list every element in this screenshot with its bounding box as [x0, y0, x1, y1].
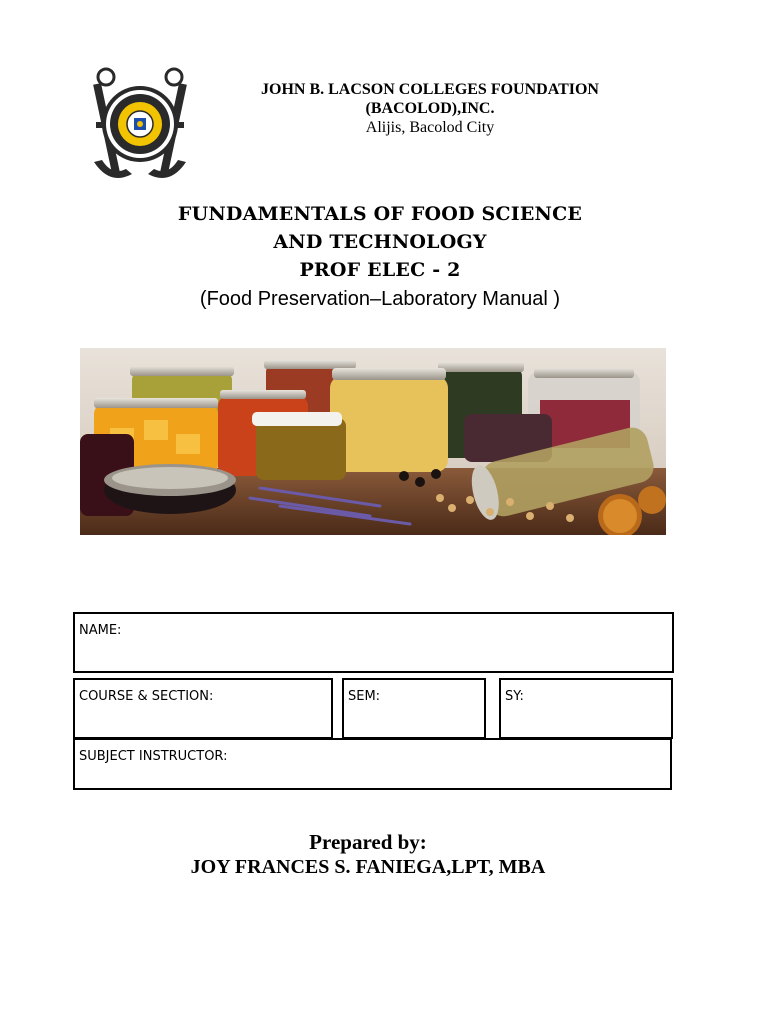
preserved-food-jars-photo: [80, 348, 666, 535]
document-title: [120, 200, 640, 312]
name-label: NAME:: [79, 623, 122, 638]
course-section-field[interactable]: [73, 678, 333, 739]
prepared-by-block: [100, 829, 636, 879]
name-field[interactable]: [73, 612, 674, 673]
school-address: Alijis, Bacolod City: [365, 119, 495, 136]
sem-field[interactable]: [342, 678, 486, 739]
subject-instructor-label: SUBJECT INSTRUCTOR:: [79, 749, 228, 764]
school-name-inc: (BACOLOD),INC.: [365, 100, 495, 117]
prepared-by-label: Prepared by:: [309, 830, 427, 854]
title-line-1: FUNDAMENTALS OF FOOD SCIENCE: [177, 203, 583, 225]
title-line-2: AND TECHNOLOGY: [273, 231, 487, 253]
sem-label: SEM:: [348, 689, 381, 704]
school-name: JOHN B. LACSON COLLEGES FOUNDATION: [261, 81, 599, 98]
sy-field[interactable]: [499, 678, 673, 739]
course-section-label: COURSE & SECTION:: [79, 689, 214, 704]
document-subtitle: (Food Preservation–Laboratory Manual ): [199, 288, 561, 310]
preparer-name: JOY FRANCES S. FANIEGA,LPT, MBA: [190, 856, 546, 878]
subject-instructor-field[interactable]: [73, 738, 672, 790]
school-header: [220, 80, 640, 137]
course-code: PROF ELEC - 2: [299, 259, 461, 281]
school-seal-logo-icon: [92, 66, 188, 186]
sy-label: SY:: [505, 689, 524, 704]
